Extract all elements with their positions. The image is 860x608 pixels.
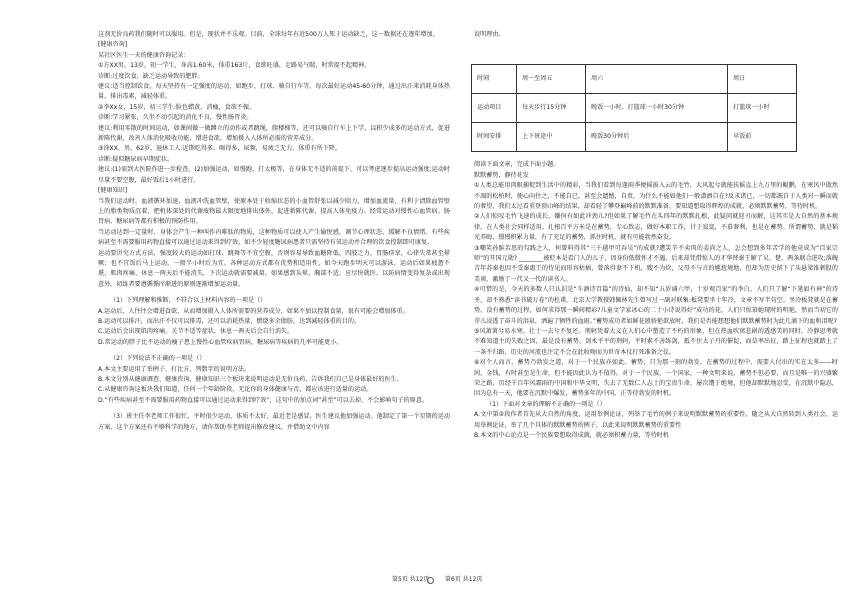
option-b: B.本文的中心论点是一个民族要想取得成就，就必须积蓄力量，等待时机: [474, 431, 670, 439]
right-column: [474, 30, 838, 441]
question-1: （1）下列理解和推断，不符合以上材料内容的一项是（）: [110, 297, 267, 305]
table-row: [472, 65, 797, 94]
table-cell: 运动项目: [472, 94, 517, 123]
table-row: [472, 94, 797, 123]
option-b: B.运动可以排汗，而出汗不仅可以排毒，还可以消耗热量，燃烧多余脂肪，达到减轻体重的目的。: [98, 317, 361, 325]
paragraph: 运动要讲究方式方法，强度较大的运动如打球、跳舞等不宜空腹，否则容易导致血糖降低、四肢乏力、胃肠痉挛、心律失常甚至晕厥；也不宜饭后马上运动，一般半小时后为宜。各种运动方式都有优势和适用性，如今天跑步明天可以游泳。运动后如果疲惫不堪、肌肉疼痛、休息一两天后不能消失，下次运动就需要减量。如果感到头晕、胸部不适，应尽快就医，以防病情变得复杂或出现意外。初练者要遵循循序渐进的原则逐渐增加运动量。: [98, 249, 450, 288]
paragraph-intro: 这剂无价良药我们随时可以服用。但是，现状并不乐观。目前，全球每年有近500万人死于运动缺乏，这一数据还在逐年增加。: [98, 31, 439, 38]
option-d: D.常运动的胖子比不运动的瘦子患上慢性心血管疾病胃病，糖尿病等疾病的几率可能更小。: [98, 338, 343, 346]
option-a: A.文中第②段作者首先从大自然的角度，运用举例论证，列举了毛竹的例子来说明默默蓄势的重要性，随之从大自然转到人类社会，运用举例论证，举了几个具体的默默蓄势的例子，以此来说明默默蓄势的重要性: [474, 411, 838, 429]
option-d: D.“有些疾病甚至不需要服用药物直接可以通过运动来得到疗效”，这句中的加点词“甚至”可以去掉，不会影响句子的原意。: [98, 396, 429, 404]
question-2: （2）下列说法不正确的一项是（）: [110, 355, 206, 363]
table-cell: 时间安排: [472, 123, 517, 152]
left-page-number: 第5页 共12页: [392, 576, 430, 583]
paragraph: 建议:(1)需到大医院作进一步检查。(2)加强运动，如慢跑、打太极等，在身体无不适的前提下，可以考虑逐步提高运动强度;运动时尽量不要空腹，最好饭后1小时进行。: [98, 166, 450, 184]
question-1: （1）下面对文章的理解不正确的一项是（）: [486, 400, 606, 408]
option-c: C.从健康咨询这板块我们知道，任何一个年龄阶段，无论你的身体健康与否，都应该进行适量的运动。: [98, 386, 373, 394]
table-row: [472, 123, 797, 152]
article-title: 默默蓄势，静待花发: [474, 171, 529, 179]
schedule-table: [471, 64, 797, 152]
paragraph: ②李Xx女，15岁，初三学生:脸色蜡黄，消瘦，食欲不振。: [98, 103, 256, 111]
article-paragraph: ⑤风萧萧兮易水寒，壮士一去兮不复还。荆轲凭着大义在人们心中塑造了不朽的形象，但在热血吹窝悲剧的透感美的同时，冷静思考就不难知道主的失败之因，最是没有蓄势，剑术平平的荆轲，平时素不善练剑，抵不住太子丹的催促，而草率出征，踏上征程也就踏上了一条不归路，历史的河流也注定不会在此收吻而为世奇本仗打死准备之仗。: [474, 327, 838, 356]
table-cell: 早饭前: [728, 123, 797, 152]
section-heading-consult: [健康咨询]: [98, 41, 128, 49]
table-cell: 每天步行15分钟: [517, 94, 586, 123]
article-paragraph: ⑥对个人而言，蓄势乃勃发之道，对于一个民族亦如此。蓄势，只为那一刻的勃发，在蓄势的过程中，需要人付出的实在太多——时间，金钱，有时甚至是生命，但不能因此认为不值得。对于一个民族，一个国家，一种文明来说，蓄势不但必要，而且是唯一的兴盛繁荣之路，历经千百年风霜雨的中国和中华文明，失去了无数仁人志士的宝贵生命，屡次遭于绝境，但他却默默地忍受，在沉默中隐忍，因为总有一天，他要在沉默中爆发，蓄势多年的中国，正等待勃发的时机。: [474, 359, 838, 398]
paragraph: ①方XX男，13岁，初一学生，身高1.60米，体重163斤，食欲旺盛，走路易气喘，时常提不起精神。: [98, 62, 371, 70]
paragraph: 当我们运动时，血液循环加速，血液冲洗血管壁，使原本处于收缩状态的小血管舒张以减少阻力，增加血流量，有利于清除血管壁上的脂类物质沉着，把机体深处的代谢废物最大限度地排出体外，促进新陈代谢，提高人体免疫力。经常运动对慢性心血管病、肠胃病、糖尿病等都有积极的预防作用。: [98, 197, 450, 226]
question-3: （3）班主任李老师工作很忙，平时很少运动，体质不太好，最近老是感冒，医生建议他加强运动。他制定了第一个星期的运动方案，这个方案还有不够科学的地方，请你帮助李老师提出修改建议，并借助文中内容: [98, 413, 450, 431]
table-cell: 周日: [728, 65, 797, 94]
table-cell: 周六: [586, 65, 728, 94]
table-cell: 上下班途中: [517, 123, 586, 152]
option-a: A.运动后，人往往会增进食欲，从而增加摄入人体所需要的营养成分，如果不加以控制食量，很有可能会增加体重。: [98, 307, 409, 315]
paragraph: 诊断:过度饮食，缺乏运动导致的肥胖。: [98, 72, 204, 80]
table-cell: 打篮球一小时: [728, 94, 797, 123]
right-page-number: 第6页 共12页: [445, 576, 483, 583]
section-heading-knowledge: [健康知识]: [98, 187, 128, 195]
page-footer: [0, 574, 860, 586]
article-paragraph: ①人类总能用肉眼捕捉到生活中的精彩，当我们看到每逢雨季便摇拔入云的毛竹，大风起兮就能扶摇直上九万里的鲲鹏，在寒风中傲然不凋的松柏时，便心向往之，不能自已，甚至会遗憾，自责，为什么不能如他们一般潇洒自在?反求诸已，一切都源自于人类对一瞬而就的奢望，我们太过看重登顶山峰的结果，却看轻了攀登巅峰前的默默准备，要知道想取得辉煌的成就，必须默默蓄势，等待时机。: [474, 182, 838, 211]
article-paragraph: ②人们惊叹毛竹飞速的成长，嫌何有如此冲劲儿?但如果了解毛竹在头四年的默默扎根，此疑问就迎刃而解，这其实是大自然的基本规律，在人类社会同样适用。扎根百平方米是在蓄势，专心致志，做好本职工作，甘于寂寞，不慕奢利，也是在蓄势。所谓蓄势，就是韬光养晦，慢慢积累力量，有了充足的蓄势，抓住时机，就有可能勃然奋发。: [474, 213, 838, 242]
paragraph: 诊断:疑似糖尿病早期症状。: [98, 155, 174, 163]
option-c: C.运动后会出现肌肉疼痛，关节不适等症状，休息一两天后会自行消失。: [98, 328, 294, 336]
table-cell: 周一至周五: [517, 65, 586, 94]
paragraph: 建议:利用零散的时间运动，如课间做一做蹲立的动作或者跳绳，爬楼梯等，还可以骑自行车上下学，以积少成多的运动方式，促进新陈代谢，改善人体消化吸收功能，增进食欲，增加摄入人体所必需的营养成分。: [98, 124, 450, 143]
left-column: [98, 30, 450, 433]
reading-instruction: 阅读下面文章，完成下面小题。: [474, 161, 560, 169]
article-paragraph: ④可惜的是，今天的多数人只认识是“斗酒诗百篇”的诗仙，却不知“五岁诵六甲，十岁观百家”的李白，人们只了解“下笔如有神”的诗圣，却不熟悉“读书破万卷”的杜甫。北京大学教授韩佩林先生曾写过一副对联集:板凳要坐十年冷，文章不写半句空。坐冷板凳就是在蓄势，没有蓄势的过程，如何求得那一瞬间精彩?儿童文学家冰心的二十小诗说得好“成功的花，人们只惊慕她现时的明艳，然而当初它的芽儿浸透了奋斗的泪泉，洒遍了牺牲的血雨。”蓄势成功者如鲜花般娇艳欲放时，我们是否能想想他们默默蓄势时为此几滴下的血和泪呢?: [474, 286, 838, 325]
paragraph: 诊断:学习紧张，久坐不动引起的消化不良，慢性肠胃炎。: [98, 114, 253, 122]
article-paragraph: ③嘲笑孙膑苦思的勾践之人，何曾料得其“三千越甲可吞吴”的成就?遭笑辛不卖肉的姜尚之人，怎会想到多年苦学的他竟成为“百家宗师”的开国元勋? ________被贬本是看门人的儿子，因身份低微怀才不遇，后来却凭借惊人的才华替秦王解了吴、楚，两条联合进攻;落魄青年苏秦也因不受秦惠王的待见而形容枯槁，曾落得妻不下机，嫂不为炊，父母不与言的尴尬境地，但却为历史留下了头悬梁锥刺股的美谈，激励了一代又一代的读书人。: [474, 244, 838, 283]
option-b: B.本文分别从健康调查、健康咨询、健康知识三个板块来说明运动是无价良药，告诉我们自己是身体最好的医生。: [98, 376, 403, 383]
option-a: A.本文主要运用了举例子、打比方、列数字的说明方法。: [98, 365, 251, 373]
paragraph: ③徐XX，男，62岁，退休工人:近期吃得多，喝得多，尿频，易疲乏无力，体重有所下降。: [98, 145, 341, 153]
paragraph: 某社区医生一天的健康咨询记录：: [98, 51, 190, 59]
table-cell: 时间: [472, 65, 517, 94]
paragraph: 当运动达到一定量时，身体会产生一种叫作内啡肽的物质，这种物质可以使人产生愉悦感，调节心理状态，缓解不良情绪。有些疾病甚至不需要服用药物直接可以通过运动来得到疗效，如不少轻度糖尿病患者只需坚持有氧运动并合理的饮食控制即可康复。: [98, 228, 450, 247]
paragraph: 建议:适当控制饮食，每天坚持有一定强度的运动，如跑步、打球、骑自行车等，每次最好运动45-60分钟，通过出汗来消耗身体热量，排出毒素，减轻体重。: [98, 83, 450, 101]
paragraph-continuation: 说明理由。: [474, 31, 505, 38]
table-cell: 晚饭30分钟后: [586, 123, 728, 152]
table-cell: 晚饭一小时、打篮球一小时30分钟: [586, 94, 728, 123]
